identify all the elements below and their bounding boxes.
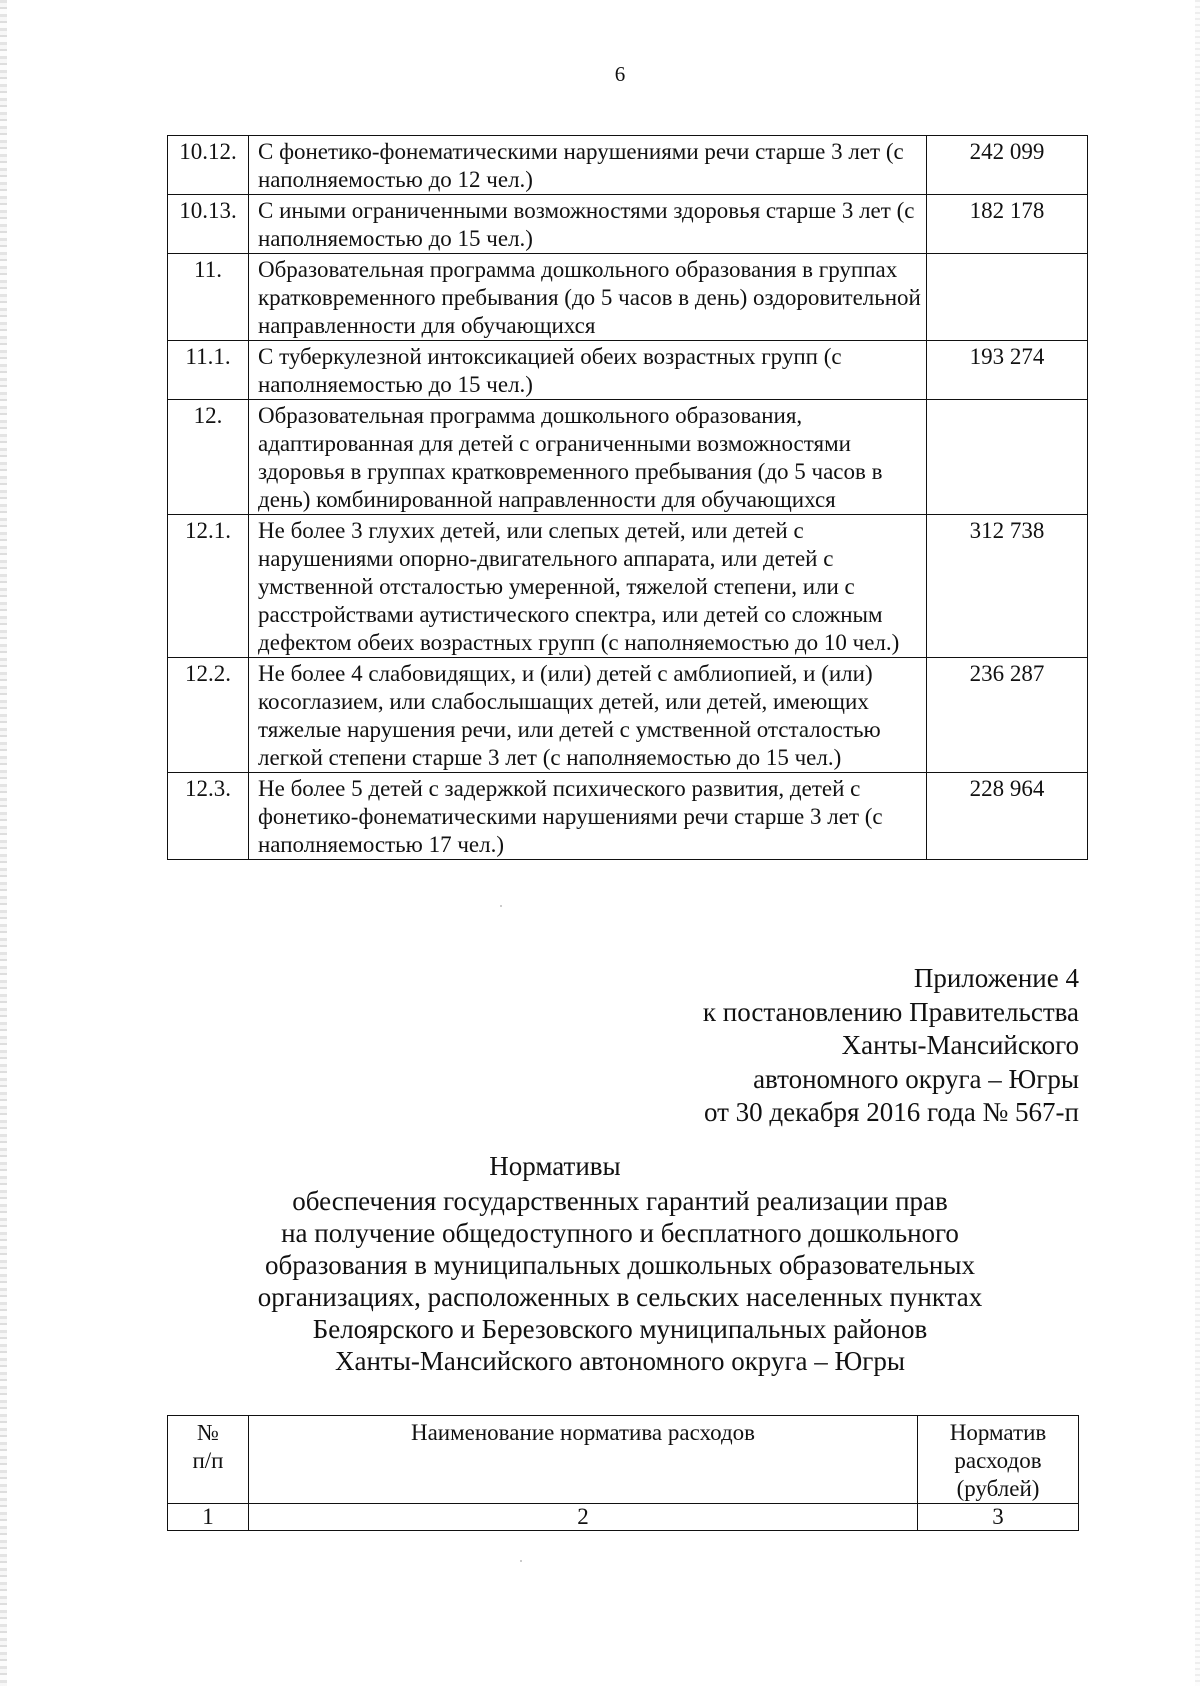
row-number: 12.1. (168, 515, 249, 658)
header-name: Наименование норматива расходов (249, 1416, 918, 1504)
row-value: 193 274 (927, 341, 1088, 400)
table-header-row (168, 1416, 1079, 1504)
header-text: п/п (192, 1448, 224, 1473)
row-name: Образовательная программа дошкольного образования, адаптированная для детей с ограниченными возможностями здоровья в группах кратковременного пребывания (до 5 часов в день) комбинированной направленности для обучающихся (249, 400, 927, 515)
row-number: 10.12. (168, 136, 249, 195)
table-row (168, 341, 1088, 400)
header-text: Норматив (949, 1420, 1047, 1445)
row-number: 10.13. (168, 195, 249, 254)
document-title (0, 1150, 1200, 1377)
row-value: 236 287 (927, 658, 1088, 773)
appendix-line: к постановлению Правительства (702, 996, 1079, 1027)
row-number: 12.3. (168, 773, 249, 860)
table-row (168, 136, 1088, 195)
row-name: Не более 5 детей с задержкой психического развития, детей с фонетико-фонематическими нарушениями речи старше 3 лет (с наполняемостью 17 чел.) (249, 773, 927, 860)
row-name: Образовательная программа дошкольного образования в группах кратковременного пребывания (до 5 часов в день) оздоровительной направленности для обучающихся (249, 254, 927, 341)
row-number: 11. (168, 254, 249, 341)
header-text: № (197, 1420, 219, 1445)
scan-edge-left (0, 0, 7, 1686)
header-value (918, 1416, 1079, 1504)
header-text: расходов (954, 1448, 1042, 1473)
row-name: Не более 4 слабовидящих, и (или) детей с амблиопией, и (или) косоглазием, или слабослышащих детей, или детей, имеющих тяжелые нарушения речи, или детей с умственной отсталостью легкой степени старше 3 лет (с наполняемостью до 15 чел.) (249, 658, 927, 773)
column-index: 1 (168, 1504, 249, 1531)
row-number: 12.2. (168, 658, 249, 773)
row-value (927, 400, 1088, 515)
table-row (168, 254, 1088, 341)
table-row (168, 773, 1088, 860)
scan-speck (500, 905, 502, 907)
row-number: 12. (168, 400, 249, 515)
header-number (168, 1416, 249, 1504)
row-name: Не более 3 глухих детей, или слепых детей, или детей с нарушениями опорно-двигательного аппарата, или детей с умственной отсталостью умеренной, тяжелой степени, или с расстройствами аутистического спектра, или детей со сложным дефектом обеих возрастных групп (с наполняемостью до 10 чел.) (249, 515, 927, 658)
title-line: образования в муниципальных дошкольных образовательных (265, 1250, 975, 1280)
table-row (168, 195, 1088, 254)
column-index-row (168, 1504, 1079, 1531)
norms-table-continued (167, 135, 1088, 860)
table-row (168, 658, 1088, 773)
row-value: 228 964 (927, 773, 1088, 860)
table-row (168, 400, 1088, 515)
column-index: 2 (249, 1504, 918, 1531)
row-name: С туберкулезной интоксикацией обеих возрастных групп (с наполняемостью до 15 чел.) (249, 341, 927, 400)
appendix-line: от 30 декабря 2016 года № 567-п (703, 1097, 1079, 1127)
appendix-line: Приложение 4 (913, 963, 1079, 993)
header-text: (рублей) (956, 1476, 1040, 1501)
row-value: 312 738 (927, 515, 1088, 658)
row-number: 11.1. (168, 341, 249, 400)
row-name: С фонетико-фонематическими нарушениями речи старше 3 лет (с наполняемостью до 12 чел.) (249, 136, 927, 195)
row-value: 242 099 (927, 136, 1088, 195)
row-value: 182 178 (927, 195, 1088, 254)
appendix-line: Ханты-Мансийского (841, 1030, 1079, 1060)
title-heading: Нормативы (489, 1151, 621, 1181)
title-line: Белоярского и Березовского муниципальных районов (312, 1314, 928, 1344)
appendix-block (703, 962, 1079, 1130)
column-index: 3 (918, 1504, 1079, 1531)
scan-speck (520, 1560, 522, 1562)
title-line: обеспечения государственных гарантий реализации прав (292, 1186, 948, 1216)
title-line: Ханты-Мансийского автономного округа – Югры (335, 1346, 905, 1376)
page-number: 6 (614, 62, 626, 86)
title-line: организациях, расположенных в сельских населенных пунктах (257, 1282, 983, 1312)
row-value (927, 254, 1088, 341)
title-line: на получение общедоступного и бесплатного дошкольного (281, 1218, 959, 1248)
norms-table-new (167, 1415, 1079, 1531)
row-name: С иными ограниченными возможностями здоровья старше 3 лет (с наполняемостью до 15 чел.) (249, 195, 927, 254)
appendix-line: автономного округа – Югры (753, 1063, 1079, 1094)
table-row (168, 515, 1088, 658)
scan-edge-right (1195, 0, 1200, 1686)
